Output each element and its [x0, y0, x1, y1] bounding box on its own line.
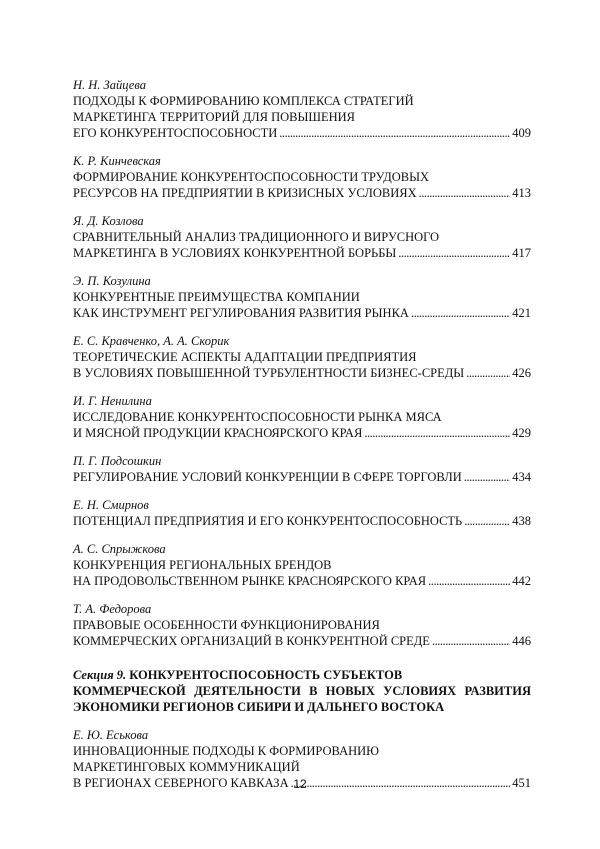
dot-leader	[411, 305, 510, 321]
dot-leader	[428, 573, 510, 589]
toc-entry	[73, 497, 531, 529]
entry-title-line: МАРКЕТИНГА В УСЛОВИЯХ КОНКУРЕНТНОЙ БОРЬБЫ	[73, 246, 397, 260]
entry-title-line: В РЕГИОНАХ СЕВЕРНОГО КАВКАЗА	[73, 776, 289, 790]
entry-author: Е. Ю. Еськова	[73, 728, 149, 742]
entry-author: А. С. Спрыжкова	[73, 542, 166, 556]
entry-page-number: 434	[512, 470, 531, 484]
entry-page-number: 438	[512, 514, 531, 528]
entry-author: Э. П. Козулина	[73, 274, 151, 288]
entry-page-number: 429	[512, 426, 531, 440]
entry-title-last-line[interactable]	[73, 245, 531, 261]
toc-entries-group	[73, 77, 531, 649]
entry-title-last-line[interactable]	[73, 513, 531, 529]
section-heading-line: КОММЕРЧЕСКОЙ ДЕЯТЕЛЬНОСТИ В НОВЫХ УСЛОВИЯХ РАЗВИТИЯ	[73, 684, 531, 698]
entry-author: К. Р. Кинчевская	[73, 154, 161, 168]
entry-title-line: НА ПРОДОВОЛЬСТВЕННОМ РЫНКЕ КРАСНОЯРСКОГО КРАЯ	[73, 574, 427, 588]
entry-title-line: ФОРМИРОВАНИЕ КОНКУРЕНТОСПОСОБНОСТИ ТРУДОВЫХ	[73, 170, 430, 184]
entry-author: Я. Д. Козлова	[73, 214, 144, 228]
entry-title-line: ЕГО КОНКУРЕНТОСПОСОБНОСТИ	[73, 126, 278, 140]
entry-author: П. Г. Подсошкин	[73, 454, 162, 468]
section-label: Секция 9.	[73, 668, 127, 682]
entry-page-number: 442	[512, 574, 531, 588]
dot-leader	[432, 633, 510, 649]
toc-entry	[73, 213, 531, 261]
entry-title-line: В УСЛОВИЯХ ПОВЫШЕННОЙ ТУРБУЛЕНТНОСТИ БИЗНЕС-СРЕДЫ	[73, 366, 465, 380]
entry-title-last-line[interactable]	[73, 305, 531, 321]
toc-entry	[73, 601, 531, 649]
entry-title-line: РЕГУЛИРОВАНИЕ УСЛОВИЙ КОНКУРЕНЦИИ В СФЕРЕ ТОРГОВЛИ	[73, 470, 462, 484]
section-heading-line	[73, 667, 531, 683]
entry-author: Е. Н. Смирнов	[73, 498, 149, 512]
entry-page-number: 451	[512, 776, 531, 790]
entry-title-last-line[interactable]	[73, 633, 531, 649]
entry-page-number: 421	[512, 306, 531, 320]
entry-page-number: 413	[512, 186, 531, 200]
entry-title-line: КОММЕРЧЕСКИХ ОРГАНИЗАЦИЙ В КОНКУРЕНТНОЙ СРЕДЕ	[73, 634, 430, 648]
entry-page-number: 409	[512, 126, 531, 140]
entry-title-line: МАРКЕТИНГА ТЕРРИТОРИЙ ДЛЯ ПОВЫШЕНИЯ	[73, 110, 356, 124]
entry-title-line: РЕСУРСОВ НА ПРЕДПРИЯТИИ В КРИЗИСНЫХ УСЛОВИЯХ	[73, 186, 417, 200]
entry-title-line: МАРКЕТИНГОВЫХ КОММУНИКАЦИЙ	[73, 760, 300, 774]
entry-title-last-line[interactable]	[73, 469, 531, 485]
toc-entry	[73, 77, 531, 141]
dot-leader	[364, 425, 510, 441]
toc-entry	[73, 541, 531, 589]
entry-title-line: ТЕОРЕТИЧЕСКИЕ АСПЕКТЫ АДАПТАЦИИ ПРЕДПРИЯТИЯ	[73, 350, 417, 364]
entry-author: Т. А. Федорова	[73, 602, 152, 616]
entry-author: Н. Н. Зайцева	[73, 78, 146, 92]
dot-leader	[398, 245, 510, 261]
dot-leader	[279, 125, 510, 141]
section-heading	[73, 667, 531, 715]
entry-title-line: ИННОВАЦИОННЫЕ ПОДХОДЫ К ФОРМИРОВАНИЮ	[73, 744, 380, 758]
toc-entry	[73, 333, 531, 381]
toc-entry	[73, 153, 531, 201]
entry-title-line: И МЯСНОЙ ПРОДУКЦИИ КРАСНОЯРСКОГО КРАЯ	[73, 426, 363, 440]
dot-leader	[464, 513, 510, 529]
table-of-contents	[73, 77, 531, 803]
entry-title-line: ИССЛЕДОВАНИЕ КОНКУРЕНТОСПОСОБНОСТИ РЫНКА МЯСА	[73, 410, 442, 424]
entry-title-line: КОНКУРЕНЦИЯ РЕГИОНАЛЬНЫХ БРЕНДОВ	[73, 558, 332, 572]
entry-title-last-line[interactable]	[73, 125, 531, 141]
entry-author: И. Г. Ненилина	[73, 394, 152, 408]
section-title-part: КОНКУРЕНТОСПОСОБНОСТЬ СУБЪЕКТОВ	[129, 668, 403, 682]
entry-author: Е. С. Кравченко, А. А. Скорик	[73, 334, 230, 348]
entry-title-last-line[interactable]	[73, 425, 531, 441]
entry-page-number: 417	[512, 246, 531, 260]
entry-title-last-line[interactable]	[73, 573, 531, 589]
entry-title-line: ПОТЕНЦИАЛ ПРЕДПРИЯТИЯ И ЕГО КОНКУРЕНТОСПОСОБНОСТЬ	[73, 514, 463, 528]
toc-entry	[73, 273, 531, 321]
entry-title-last-line[interactable]	[73, 185, 531, 201]
dot-leader	[419, 185, 511, 201]
dot-leader	[464, 469, 510, 485]
entry-title-line: ПРАВОВЫЕ ОСОБЕННОСТИ ФУНКЦИОНИРОВАНИЯ	[73, 618, 380, 632]
entry-title-line: ПОДХОДЫ К ФОРМИРОВАНИЮ КОМПЛЕКСА СТРАТЕГИЙ	[73, 94, 414, 108]
entry-title-line: КОНКУРЕНТНЫЕ ПРЕИМУЩЕСТВА КОМПАНИИ	[73, 290, 360, 304]
entry-page-number: 446	[512, 634, 531, 648]
entry-title-line: СРАВНИТЕЛЬНЫЙ АНАЛИЗ ТРАДИЦИОННОГО И ВИРУСНОГО	[73, 230, 440, 244]
toc-entry	[73, 453, 531, 485]
section-heading-line: ЭКОНОМИКИ РЕГИОНОВ СИБИРИ И ДАЛЬНЕГО ВОСТОКА	[73, 700, 445, 714]
entry-title-last-line[interactable]	[73, 365, 531, 381]
page-number: 12	[293, 777, 307, 791]
dot-leader	[466, 365, 510, 381]
entry-title-line: КАК ИНСТРУМЕНТ РЕГУЛИРОВАНИЯ РАЗВИТИЯ РЫНКА	[73, 306, 409, 320]
toc-entry	[73, 393, 531, 441]
entry-page-number: 426	[512, 366, 531, 380]
